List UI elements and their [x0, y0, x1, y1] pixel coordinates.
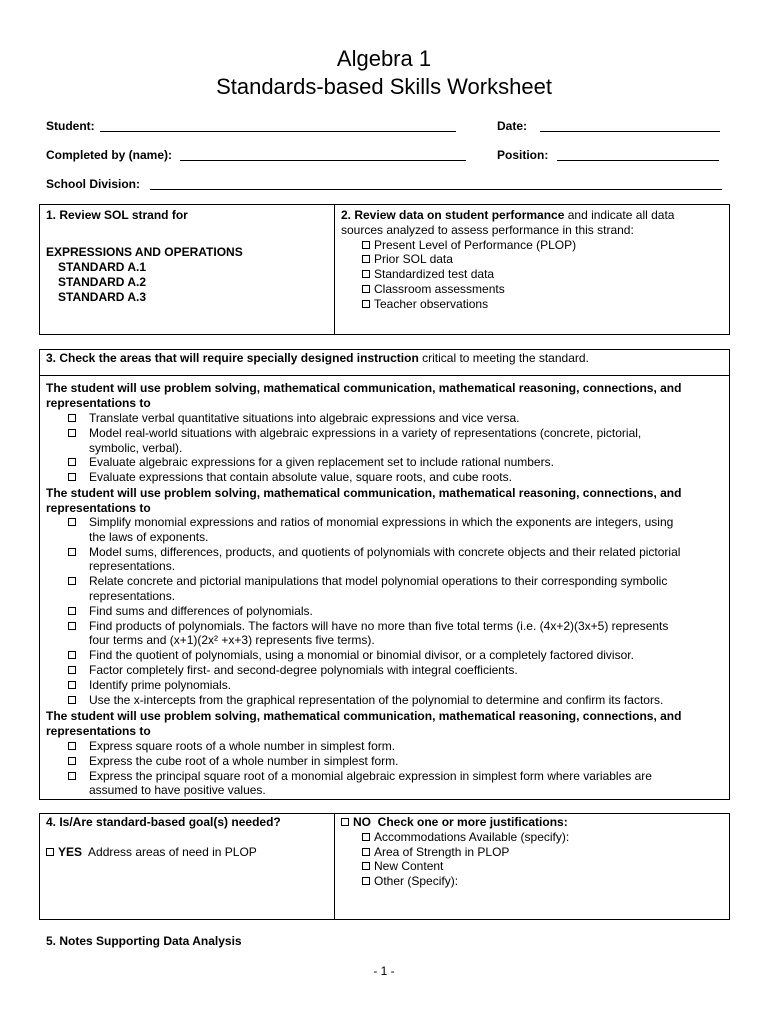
group-heading: The student will use problem solving, mathematical communication, mathematical reasoning, connections, and representations to: [46, 381, 682, 410]
justification-option[interactable]: New Content: [362, 859, 443, 874]
checkbox[interactable]: [68, 696, 76, 704]
skill-item-cont: representations.: [89, 559, 176, 574]
group-heading: The student will use problem solving, mathematical communication, mathematical reasoning, connections, and representations to: [46, 486, 682, 515]
skill-item[interactable]: Model sums, differences, products, and quotients of polynomials with concrete objects and their related pictorial: [68, 545, 728, 560]
section3-heading: 3. Check the areas that will require specially designed instruction critical to meeting the standard.: [46, 351, 589, 365]
skill-item[interactable]: Translate verbal quantitative situations into algebraic expressions and vice versa.: [68, 411, 728, 426]
checkbox[interactable]: [68, 473, 76, 481]
student-field[interactable]: [100, 131, 456, 132]
data-source-option[interactable]: Present Level of Performance (PLOP): [362, 238, 576, 253]
section3-divider: [39, 375, 730, 376]
checkbox[interactable]: [362, 241, 370, 249]
goal-no-option[interactable]: NO Check one or more justifications:: [341, 815, 568, 830]
skill-item[interactable]: Relate concrete and pictorial manipulations that model polynomial operations to their corresponding symbolic: [68, 574, 728, 589]
skill-item[interactable]: Simplify monomial expressions and ratios of monomial expressions in which the exponents are integers, using: [68, 515, 728, 530]
student-label: Student:: [46, 119, 95, 133]
strand-name: EXPRESSIONS AND OPERATIONS: [46, 245, 243, 259]
skill-item[interactable]: Express the cube root of a whole number in simplest form.: [68, 754, 728, 769]
page-title: Algebra 1: [336, 46, 432, 71]
section4-heading: 4. Is/Are standard-based goal(s) needed?: [46, 815, 281, 829]
data-source-option[interactable]: Standardized test data: [362, 267, 494, 282]
skill-item[interactable]: Factor completely first- and second-degree polynomials with integral coefficients.: [68, 663, 728, 678]
review-divider: [334, 204, 335, 335]
checkbox[interactable]: [68, 518, 76, 526]
section2-heading-cont: sources analyzed to assess performance in this strand:: [341, 223, 634, 237]
checkbox[interactable]: [362, 285, 370, 293]
section2-heading: 2. Review data on student performance and indicate all data: [341, 208, 675, 222]
date-label: Date:: [497, 119, 528, 133]
school-division-field[interactable]: [150, 189, 722, 190]
checkbox[interactable]: [68, 548, 76, 556]
checkbox[interactable]: [68, 772, 76, 780]
skill-item-cont: symbolic, verbal).: [89, 440, 183, 455]
section5-heading: 5. Notes Supporting Data Analysis: [46, 934, 242, 948]
checkbox[interactable]: [68, 429, 76, 437]
position-label: Position:: [497, 148, 549, 162]
date-field[interactable]: [540, 131, 720, 132]
justification-option[interactable]: Other (Specify):: [362, 874, 458, 889]
checkbox[interactable]: [68, 651, 76, 659]
group-heading: The student will use problem solving, mathematical communication, mathematical reasoning, connections, and representations to: [46, 709, 682, 738]
goal-yes-option[interactable]: YES Address areas of need in PLOP: [46, 845, 257, 860]
skill-item[interactable]: Evaluate algebraic expressions for a given replacement set to include rational numbers.: [68, 455, 728, 470]
page-number: - 1 -: [373, 964, 395, 978]
skill-item[interactable]: Express the principal square root of a monomial algebraic expression in simplest form where variables are: [68, 769, 728, 784]
school-division-label: School Division:: [46, 177, 141, 191]
skill-item[interactable]: Find the quotient of polynomials, using a monomial or binomial divisor, or a completely factored divisor.: [68, 648, 728, 663]
skill-item-cont: assumed to have positive values.: [89, 783, 266, 798]
data-source-option[interactable]: Teacher observations: [362, 297, 488, 312]
page-subtitle: Standards-based Skills Worksheet: [216, 74, 552, 99]
position-field[interactable]: [557, 160, 719, 161]
checkbox[interactable]: [362, 833, 370, 841]
skill-item-cont: four terms and (x+1)(2x² +x+3) represents five terms).: [89, 633, 375, 648]
skill-item[interactable]: Model real-world situations with algebraic expressions in a variety of representations (concrete, pictorial,: [68, 426, 728, 441]
skill-item-cont: representations.: [89, 588, 176, 603]
justification-option[interactable]: Accommodations Available (specify):: [362, 830, 569, 845]
checkbox[interactable]: [68, 577, 76, 585]
skill-group-1: [68, 411, 728, 485]
yes-checkbox[interactable]: [46, 848, 54, 856]
checkbox[interactable]: [68, 607, 76, 615]
checkbox[interactable]: [68, 742, 76, 750]
completed-by-label: Completed by (name):: [46, 148, 173, 162]
section1-heading: 1. Review SOL strand for: [46, 208, 188, 222]
no-checkbox[interactable]: [341, 818, 349, 826]
checkbox[interactable]: [68, 458, 76, 466]
checkbox[interactable]: [362, 848, 370, 856]
completed-by-field[interactable]: [180, 160, 466, 161]
skill-item[interactable]: Express square roots of a whole number in simplest form.: [68, 739, 728, 754]
checkbox[interactable]: [68, 666, 76, 674]
checkbox[interactable]: [362, 877, 370, 885]
checkbox[interactable]: [68, 757, 76, 765]
justification-option[interactable]: Area of Strength in PLOP: [362, 845, 509, 860]
checkbox[interactable]: [362, 255, 370, 263]
skill-item[interactable]: Find sums and differences of polynomials.: [68, 604, 728, 619]
checkbox[interactable]: [362, 270, 370, 278]
skill-group-3: [68, 739, 728, 798]
standard-a3: STANDARD A.3: [58, 290, 147, 304]
skill-item[interactable]: Identify prime polynomials.: [68, 678, 728, 693]
checkbox[interactable]: [362, 862, 370, 870]
data-source-option[interactable]: Prior SOL data: [362, 252, 453, 267]
skill-item[interactable]: Find products of polynomials. The factors will have no more than five total terms (i.e. (4x+2)(3x+5) represents: [68, 619, 728, 634]
skill-item[interactable]: Use the x-intercepts from the graphical representation of the polynomial to determine and confirm its factors.: [68, 693, 728, 708]
checkbox[interactable]: [68, 622, 76, 630]
standard-a2: STANDARD A.2: [58, 275, 147, 289]
skill-item[interactable]: Evaluate expressions that contain absolute value, square roots, and cube roots.: [68, 470, 728, 485]
skill-group-2: [68, 515, 728, 707]
checkbox[interactable]: [68, 681, 76, 689]
goal-divider: [334, 813, 335, 920]
checkbox[interactable]: [68, 414, 76, 422]
data-source-option[interactable]: Classroom assessments: [362, 282, 505, 297]
skill-item-cont: the laws of exponents.: [89, 529, 209, 544]
standard-a1: STANDARD A.1: [58, 260, 147, 274]
checkbox[interactable]: [362, 300, 370, 308]
